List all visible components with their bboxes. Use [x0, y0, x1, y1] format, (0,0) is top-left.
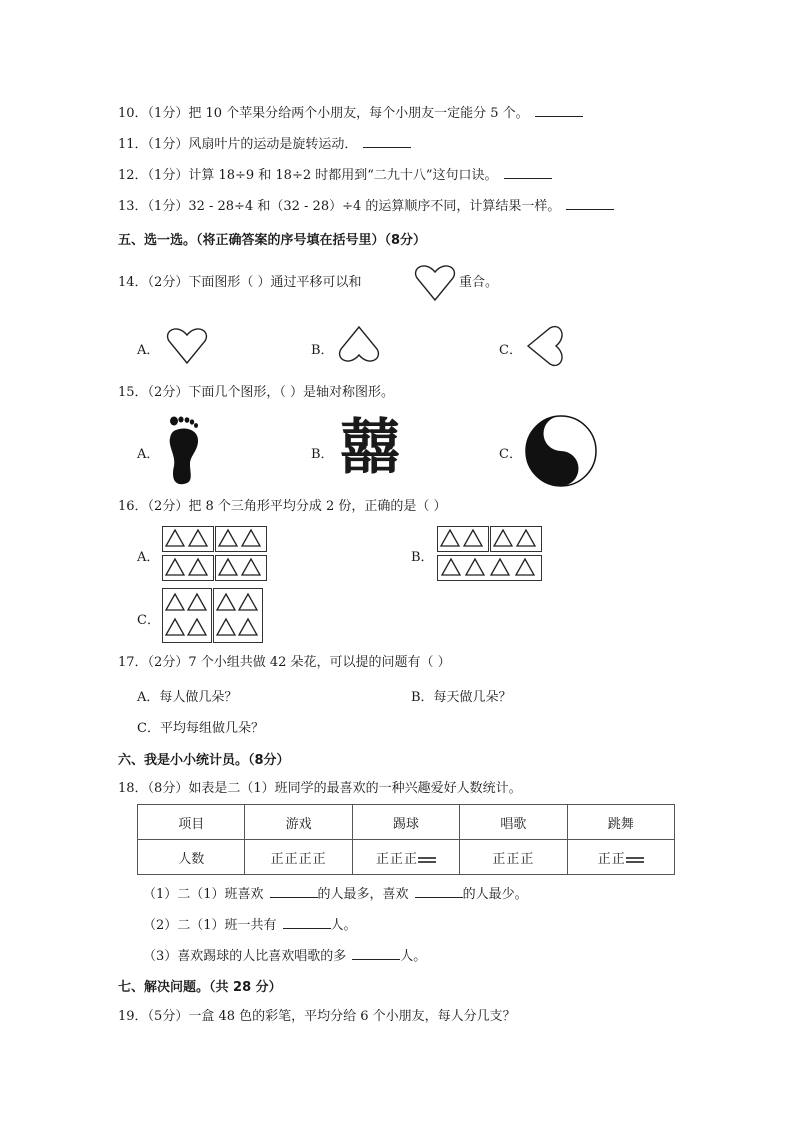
heart-reference-icon [413, 262, 457, 304]
q14-option-a-label[interactable]: A． [137, 343, 160, 358]
table-cell: 人数 [138, 840, 245, 875]
heart-upside-down-option-b-icon[interactable] [336, 323, 382, 367]
q14-option-c-label[interactable]: C． [499, 343, 522, 358]
table-header-cell: 游戏 [245, 805, 352, 840]
q16-option-b-label[interactable]: B． [411, 550, 434, 565]
question-10-text: 10．（1分）把 10 个苹果分给两个小朋友，每个小朋友一定能分 5 个。 [118, 106, 529, 121]
table-header-cell: 踢球 [352, 805, 459, 840]
heart-option-a-icon[interactable] [164, 325, 210, 367]
triangle-group-box [215, 526, 267, 552]
question-12-text: 12．（1分）计算 18÷9 和 18÷2 时都用到“二九十八”这句口诀。 [118, 168, 498, 183]
triangle-group-box [437, 555, 542, 581]
question-17: 17．（2分）7 个小组共做 42 朵花，可以提的问题有（ ） [118, 655, 451, 670]
triangle-group-box [162, 588, 212, 643]
question-14-suffix: 重合。 [459, 275, 499, 290]
table-row [138, 840, 675, 875]
q18-sub-2-text-a: （2）二（1）班一共有 [143, 918, 277, 933]
answer-blank[interactable] [283, 916, 331, 929]
triangle-grid-icon [214, 589, 260, 640]
triangle-group-box [213, 588, 263, 643]
question-10 [118, 104, 583, 123]
triangle-pair-icon [216, 556, 264, 578]
q17-option-b[interactable]: B．每天做几朵？ [411, 690, 512, 705]
answer-blank[interactable] [566, 197, 614, 210]
footprint-option-a-icon[interactable] [166, 416, 202, 486]
q15-option-c-label[interactable]: C． [499, 447, 522, 462]
q18-sub-3-text-a: （3）喜欢踢球的人比喜欢唱歌的多 [143, 949, 347, 964]
question-15: 15．（2分）下面几个图形，（ ）是轴对称图形。 [118, 385, 394, 400]
table-header-row [138, 805, 675, 840]
q17-option-a[interactable]: A．每人做几朵？ [137, 690, 238, 705]
q15-option-b-label[interactable]: B． [311, 447, 334, 462]
q17-option-c[interactable]: C．平均每组做几朵？ [137, 721, 264, 736]
triangle-group-box [437, 526, 489, 552]
table-header-cell: 唱歌 [460, 805, 567, 840]
q18-sub-2-text-b: 人。 [330, 918, 357, 933]
answer-blank[interactable] [352, 947, 400, 960]
table-header-cell: 跳舞 [567, 805, 674, 840]
q18-sub-1-text-c: 的人最少。 [462, 887, 528, 902]
triangle-pair-icon [438, 527, 486, 549]
triangle-row-icon [438, 556, 539, 578]
answer-blank[interactable] [415, 885, 463, 898]
q18-sub-3-text-b: 人。 [400, 949, 427, 964]
question-19: 19．（5分）一盒 48 色的彩笔，平均分给 6 个小朋友，每人分几支？ [118, 1009, 516, 1024]
section-7-title: 七、解决问题。（共 28 分） [118, 980, 282, 995]
hobby-stats-table [137, 804, 675, 875]
tally-marks: 正正正 [492, 851, 535, 867]
answer-blank[interactable] [270, 885, 318, 898]
tally-marks: 正正正正 [270, 851, 327, 867]
triangle-group-box [162, 555, 214, 581]
triangle-group-box [162, 526, 214, 552]
q18-sub-1-text-a: （1）二（1）班喜欢 [143, 887, 264, 902]
q15-option-a-label[interactable]: A． [137, 447, 160, 462]
triangle-pair-icon [216, 527, 264, 549]
section-5-title: 五、选一选。（将正确答案的序号填在括号里）（8分） [118, 233, 427, 248]
tally-cell [567, 840, 674, 875]
triangle-group-box [215, 555, 267, 581]
answer-blank[interactable] [535, 104, 583, 117]
tally-cell [352, 840, 459, 875]
q18-sub-2 [143, 914, 357, 933]
q18-sub-1-text-b: 的人最多，喜欢 [317, 887, 409, 902]
question-14 [118, 274, 361, 292]
heart-rotated-option-c-icon[interactable] [524, 323, 568, 369]
answer-blank[interactable] [363, 135, 411, 148]
question-11-text: 11．（1分）风扇叶片的运动是旋转运动． [118, 137, 358, 152]
q16-option-a-label[interactable]: A． [137, 550, 160, 565]
partial-tally-icon [626, 857, 644, 863]
q16-option-c-label[interactable]: C． [137, 613, 160, 628]
answer-blank[interactable] [504, 166, 552, 179]
triangle-group-box [490, 526, 542, 552]
q14-option-b-label[interactable]: B． [311, 343, 334, 358]
question-16: 16．（2分）把 8 个三角形平均分成 2 份，正确的是（ ） [118, 499, 447, 514]
question-12 [118, 166, 552, 185]
q18-sub-1 [143, 883, 528, 902]
tally-cell [460, 840, 567, 875]
question-13-text: 13．（1分）32 - 28÷4 和（32 - 28）÷4 的运算顺序不同，计算结果一样。 [118, 199, 561, 214]
tally-marks: 正正 [597, 851, 626, 867]
partial-tally-icon [418, 857, 436, 863]
section-6-title: 六、我是小小统计员。（8分） [118, 753, 290, 768]
double-happiness-option-b-icon[interactable]: 囍 [340, 413, 400, 483]
table-header-cell: 项目 [138, 805, 245, 840]
yin-yang-option-c-icon[interactable] [524, 414, 598, 488]
triangle-grid-icon [163, 589, 209, 640]
question-18: 18．（8分）如表是二（1）班同学的最喜欢的一种兴趣爱好人数统计。 [118, 781, 522, 796]
triangle-pair-icon [491, 527, 539, 549]
question-13 [118, 197, 614, 216]
tally-marks: 正正正 [375, 851, 418, 867]
question-11 [118, 135, 411, 154]
triangle-pair-icon [163, 527, 211, 549]
q18-sub-3 [143, 945, 426, 964]
triangle-pair-icon [163, 556, 211, 578]
question-14-prefix: 14．（2分）下面图形（ ）通过平移可以和 [118, 275, 362, 290]
tally-cell [245, 840, 352, 875]
